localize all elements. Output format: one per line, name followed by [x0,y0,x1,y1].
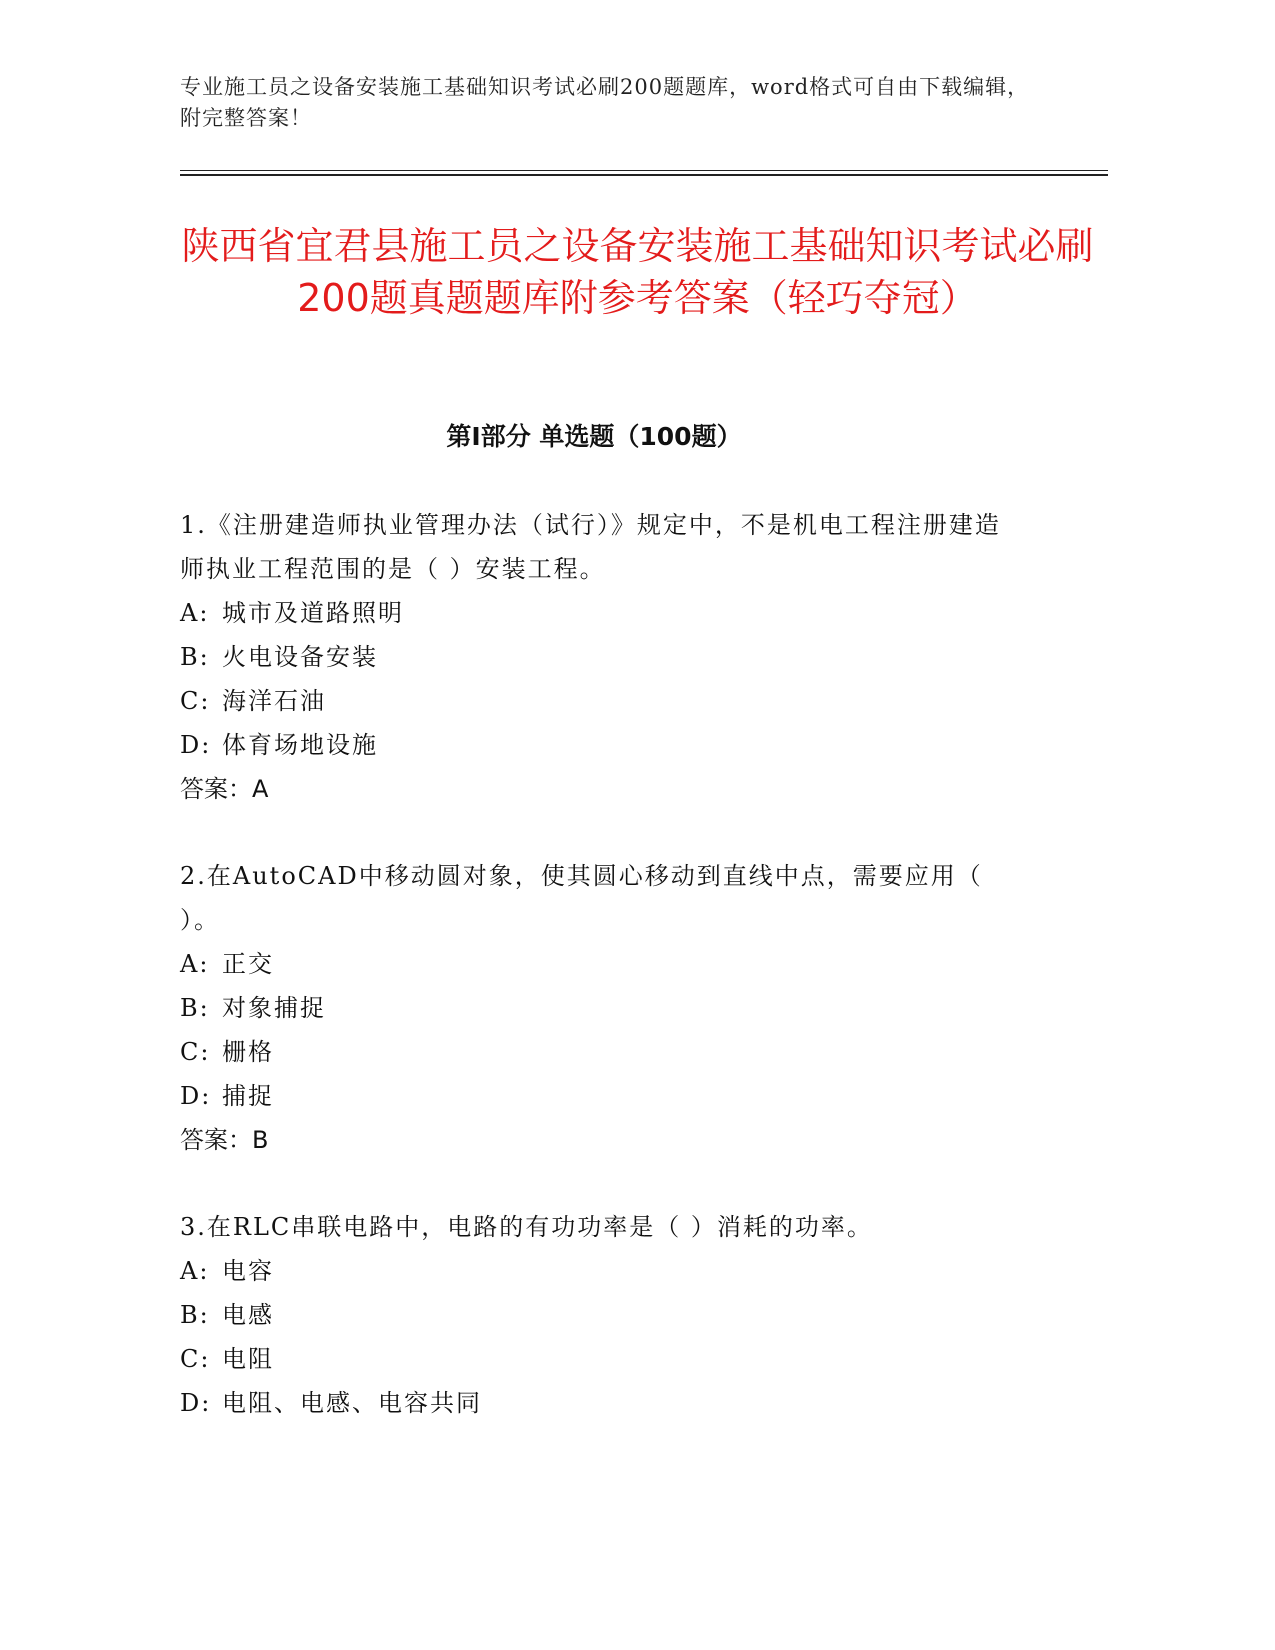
option-text: 栅格 [222,1038,274,1066]
option-text: 海洋石油 [222,687,326,715]
option-d [180,1381,1020,1425]
option-c [180,1337,1020,1381]
option-text: 正交 [222,950,274,978]
option-c [180,679,1020,723]
option-letter: A: [180,950,210,978]
option-letter: B: [180,643,210,671]
option-text: 电阻 [222,1345,274,1373]
option-letter: B: [180,994,210,1022]
option-letter: A: [180,1257,210,1285]
question-stem: 2.在AutoCAD中移动圆对象，使其圆心移动到直线中点，需要应用（ ）。 [180,862,983,934]
option-letter: B: [180,1301,210,1329]
section-title: 第I部分 单选题（100题） [446,422,742,451]
option-d [180,723,1020,767]
question-3 [180,1205,1020,1425]
option-letter: C: [180,1038,211,1066]
answer-line [180,1118,1020,1162]
answer-value: B [252,1126,269,1154]
option-b [180,635,1020,679]
option-text: 电阻、电感、电容共同 [222,1389,482,1417]
option-a [180,1249,1020,1293]
option-text: 电感 [222,1301,274,1329]
option-letter: D: [180,1389,212,1417]
option-d [180,1074,1020,1118]
option-letter: C: [180,687,211,715]
header-note: 专业施工员之设备安装施工基础知识考试必刷200题题库，word格式可自由下载编辑，附完整答案！ [180,75,1030,130]
document-title: 陕西省宜君县施工员之设备安装施工基础知识考试必刷200题真题题库附参考答案（轻巧夺冠） [181,224,1094,320]
header-divider-thick [180,174,1108,176]
question-stem: 1.《注册建造师执业管理办法（试行）》规定中，不是机电工程注册建造师执业工程范围的是（ ）安装工程。 [180,511,1001,583]
option-letter: A: [180,599,210,627]
option-a [180,942,1020,986]
question-2 [180,854,1020,1162]
option-c [180,1030,1020,1074]
answer-line [180,767,1020,811]
question-list [180,503,1020,1468]
option-text: 火电设备安装 [222,643,378,671]
answer-label: 答案： [180,1126,252,1154]
option-letter: D: [180,1082,212,1110]
answer-label: 答案： [180,775,252,803]
answer-value: A [252,775,269,803]
option-text: 城市及道路照明 [222,599,404,627]
question-1 [180,503,1020,811]
question-stem: 3.在RLC串联电路中，电路的有功功率是（ ）消耗的功率。 [180,1213,873,1241]
header-divider-thin [180,170,1108,171]
option-text: 体育场地设施 [222,731,378,759]
option-a [180,591,1020,635]
option-text: 电容 [222,1257,274,1285]
option-letter: D: [180,731,212,759]
option-text: 对象捕捉 [222,994,326,1022]
option-letter: C: [180,1345,211,1373]
option-text: 捕捉 [222,1082,274,1110]
option-b [180,986,1020,1030]
option-b [180,1293,1020,1337]
